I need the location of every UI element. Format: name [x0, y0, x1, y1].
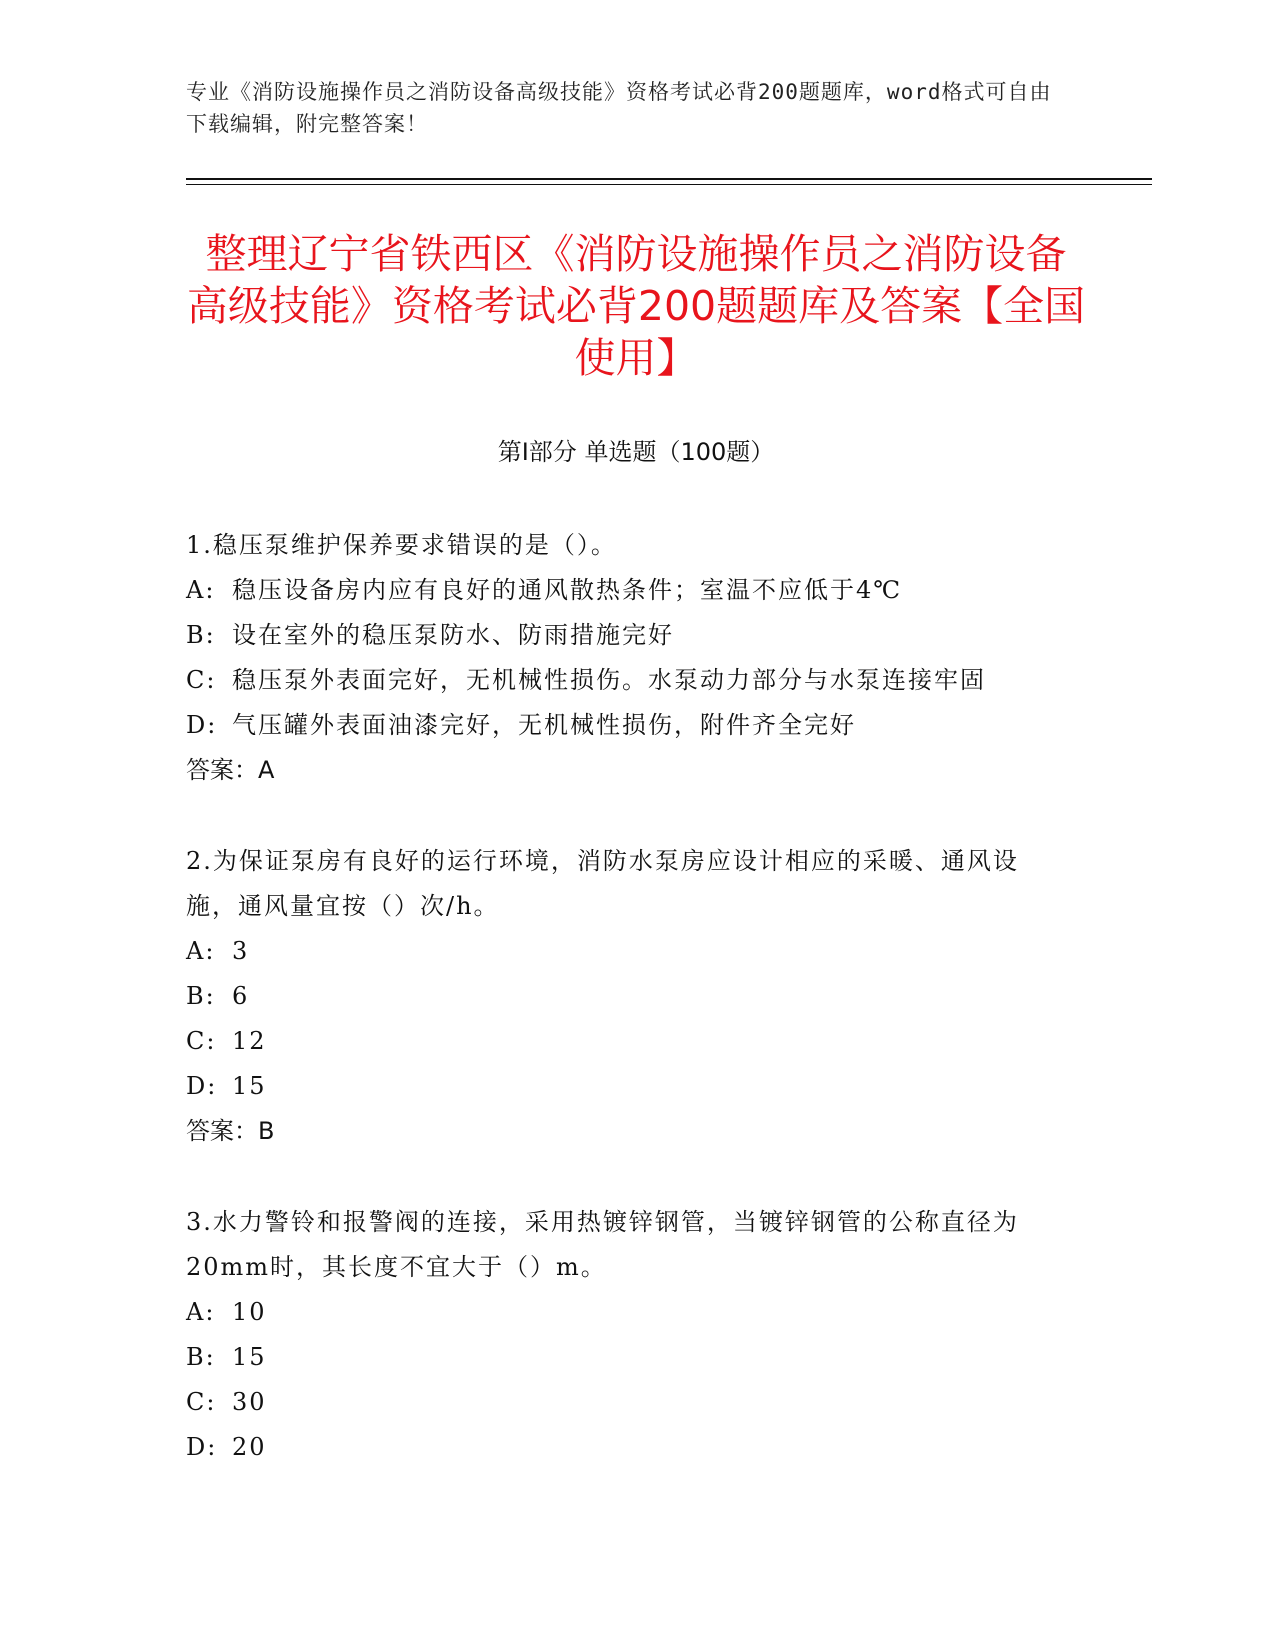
answer-line: 答案：A — [186, 756, 275, 784]
question-stem: 3.水力警铃和报警阀的连接，采用热镀锌钢管，当镀锌钢管的公称直径为20mm时，其长度不宜大于（）m。 — [186, 1208, 1019, 1281]
option-text: 气压罐外表面油漆完好，无机械性损伤，附件齐全完好 — [232, 711, 856, 739]
header-note: 专业《消防设施操作员之消防设备高级技能》资格考试必背200题题库，word格式可自由下载编辑，附完整答案！ — [186, 80, 1052, 136]
option-letter: C: — [186, 1027, 217, 1055]
option-text: 15 — [232, 1072, 267, 1100]
option-text: 12 — [232, 1027, 267, 1055]
option-letter: A: — [186, 937, 216, 965]
option-letter: C: — [186, 666, 217, 694]
option-letter: D: — [186, 711, 218, 739]
document-title: 整理辽宁省铁西区《消防设施操作员之消防设备高级技能》资格考试必背200题题库及答案【全国使用】 — [186, 230, 1086, 382]
option-b — [186, 613, 1066, 658]
question-2 — [186, 839, 1066, 1154]
option-letter: B: — [186, 621, 216, 649]
option-letter: D: — [186, 1072, 218, 1100]
section-title: 第Ⅰ部分 单选题（100题） — [497, 438, 775, 466]
option-letter: A: — [186, 576, 216, 604]
header-divider-thin — [186, 184, 1152, 185]
option-text: 稳压泵外表面完好，无机械性损伤。水泵动力部分与水泵连接牢固 — [232, 666, 986, 694]
option-text: 3 — [232, 937, 250, 965]
option-a — [186, 568, 1066, 613]
option-text: 设在室外的稳压泵防水、防雨措施完好 — [232, 621, 674, 649]
option-letter: B: — [186, 982, 216, 1010]
option-letter: C: — [186, 1388, 217, 1416]
option-text: 30 — [232, 1388, 267, 1416]
header-divider-thick — [186, 178, 1152, 180]
option-letter: B: — [186, 1343, 216, 1371]
option-b — [186, 1335, 1066, 1380]
question-1 — [186, 523, 1066, 793]
option-c — [186, 1019, 1066, 1064]
option-letter: D: — [186, 1433, 218, 1461]
answer-line: 答案：B — [186, 1117, 275, 1145]
option-b — [186, 974, 1066, 1019]
option-text: 20 — [232, 1433, 267, 1461]
option-c — [186, 1380, 1066, 1425]
option-text: 稳压设备房内应有良好的通风散热条件；室温不应低于4℃ — [232, 576, 903, 604]
option-letter: A: — [186, 1298, 216, 1326]
question-3 — [186, 1200, 1066, 1470]
option-c — [186, 658, 1066, 703]
option-d — [186, 1425, 1066, 1470]
question-stem: 1.稳压泵维护保养要求错误的是（）。 — [186, 531, 617, 559]
option-a — [186, 929, 1066, 974]
option-text: 15 — [232, 1343, 267, 1371]
question-stem: 2.为保证泵房有良好的运行环境，消防水泵房应设计相应的采暖、通风设施，通风量宜按（）次/h。 — [186, 847, 1019, 920]
question-list — [186, 523, 1066, 1516]
option-text: 6 — [232, 982, 250, 1010]
option-d — [186, 1064, 1066, 1109]
option-d — [186, 703, 1066, 748]
option-a — [186, 1290, 1066, 1335]
option-text: 10 — [232, 1298, 267, 1326]
